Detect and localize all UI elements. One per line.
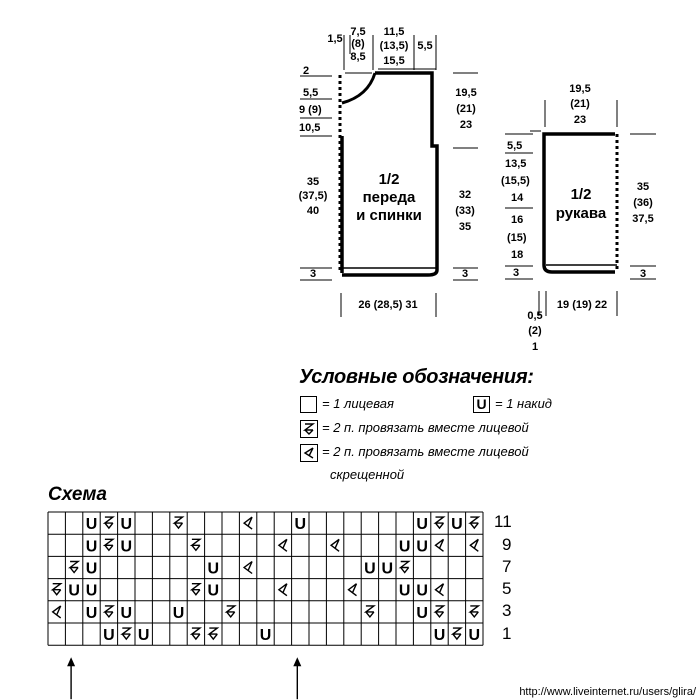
k2tog-tbl-cell bbox=[244, 562, 252, 574]
sleeve-left-g: 18 bbox=[511, 249, 524, 261]
yarn-over-cell: U bbox=[120, 604, 133, 622]
yarn-over-cell: U bbox=[468, 627, 481, 645]
legend-yarn-over-symbol: U bbox=[473, 396, 490, 413]
legend-k2tog-tbl-symbol bbox=[300, 444, 318, 462]
front-dim-d: 5,5 bbox=[417, 40, 433, 52]
k2tog-cell bbox=[192, 584, 200, 595]
k2tog-cell bbox=[192, 628, 200, 639]
front-length-2: (37,5) bbox=[298, 190, 328, 202]
sleeve-left-c: (15,5) bbox=[501, 175, 530, 187]
k2tog-tbl-cell bbox=[470, 539, 478, 551]
legend-knit-symbol bbox=[300, 396, 317, 413]
sleeve-bottom-small-3: 1 bbox=[531, 341, 539, 353]
yarn-over-cell: U bbox=[137, 627, 150, 645]
yarn-over-cell: U bbox=[416, 604, 428, 622]
legend-k2tog-text: = 2 п. провязать вместе лицевой bbox=[322, 420, 529, 435]
yarn-over-cell: U bbox=[416, 538, 428, 556]
row-number-9: 9 bbox=[502, 535, 512, 554]
k2tog-tbl-cell bbox=[331, 539, 339, 551]
yarn-over-cell: U bbox=[120, 538, 133, 556]
front-left-dim-top: 2 bbox=[303, 65, 310, 77]
yarn-over-cell: U bbox=[433, 627, 446, 645]
yarn-over-cell: U bbox=[416, 582, 428, 600]
sleeve-top-2: (21) bbox=[570, 98, 590, 110]
sleeve-top-1: 19,5 bbox=[569, 83, 591, 95]
sleeve-left-a: 5,5 bbox=[507, 140, 523, 152]
k2tog-cell bbox=[209, 628, 217, 639]
k2tog-cell bbox=[470, 606, 478, 617]
yarn-over-cell: U bbox=[85, 516, 98, 534]
sleeve-width: 19 (19) 22 bbox=[556, 299, 608, 311]
sleeve-right-1: 35 bbox=[636, 181, 650, 193]
repeat-arrow-head bbox=[67, 657, 75, 666]
k2tog-cell bbox=[122, 628, 130, 639]
k2tog-cell bbox=[70, 562, 78, 573]
legend-k2tog-tbl-text: = 2 п. провязать вместе лицевой bbox=[322, 444, 529, 459]
yarn-over-cell: U bbox=[85, 582, 98, 600]
yarn-over-cell: U bbox=[68, 582, 80, 600]
k2tog-cell bbox=[470, 517, 478, 528]
legend-continuation: скрещенной bbox=[330, 467, 405, 482]
front-dim-c-2: (13,5) bbox=[379, 40, 409, 52]
yarn-over-cell: U bbox=[451, 516, 463, 534]
yarn-over-cell: U bbox=[259, 627, 272, 645]
front-left-dim-lower: 9 (9) bbox=[299, 104, 322, 116]
front-dim-b-3: 8,5 bbox=[350, 51, 366, 63]
scheme-title: Схема bbox=[48, 484, 108, 505]
yarn-over-cell: U bbox=[103, 627, 115, 645]
k2tog-cell bbox=[105, 539, 113, 550]
legend-title: Условные обозначения: bbox=[299, 366, 534, 388]
front-label-1: 1/2 bbox=[378, 171, 400, 188]
k2tog-tbl-cell bbox=[279, 584, 287, 596]
row-number-7: 7 bbox=[502, 557, 512, 576]
sleeve-bottom-small-1: 0,5 bbox=[527, 310, 543, 322]
yarn-over-cell: U bbox=[85, 604, 98, 622]
k2tog-tbl-cell bbox=[244, 517, 252, 529]
k2tog-cell bbox=[227, 606, 235, 617]
k2tog-cell bbox=[192, 539, 200, 550]
front-right-rib: 3 bbox=[461, 268, 469, 280]
front-dim-c-1: 11,5 bbox=[383, 26, 405, 38]
k2tog-tbl-cell bbox=[279, 539, 287, 551]
yarn-over-cell: U bbox=[172, 604, 185, 622]
legend-knit-text: = 1 лицевая bbox=[322, 396, 394, 411]
k2tog-cell bbox=[105, 517, 113, 528]
yarn-over-cell: U bbox=[85, 560, 98, 578]
yarn-over-cell: U bbox=[416, 516, 428, 534]
yarn-over-cell: U bbox=[398, 538, 411, 556]
k2tog-tbl-cell bbox=[349, 584, 357, 596]
row-number-11: 11 bbox=[494, 512, 512, 531]
k2tog-cell bbox=[53, 584, 61, 595]
front-side-3: 35 bbox=[458, 221, 472, 233]
k2tog-tbl-cell bbox=[436, 539, 444, 551]
sleeve-left-b: 13,5 bbox=[505, 158, 527, 170]
legend-k2tog-symbol bbox=[300, 420, 318, 438]
sleeve-top-3: 23 bbox=[573, 114, 587, 126]
yarn-over-cell: U bbox=[294, 516, 307, 534]
repeat-arrow-head bbox=[293, 657, 301, 666]
front-length-3: 40 bbox=[306, 205, 320, 217]
row-number-3: 3 bbox=[502, 601, 512, 620]
k2tog-tbl-cell bbox=[436, 584, 444, 596]
front-armhole-2: (21) bbox=[456, 103, 476, 115]
k2tog-cell bbox=[401, 562, 409, 573]
front-length-1: 35 bbox=[306, 176, 320, 188]
sleeve-left-e: 16 bbox=[511, 214, 524, 226]
sleeve-bottom-small-2: (2) bbox=[528, 325, 542, 337]
footer-url: http://www.liveinternet.ru/users/glira/ bbox=[519, 686, 696, 698]
scheme-grid-symbols bbox=[53, 516, 480, 644]
front-armhole-3: 23 bbox=[459, 119, 473, 131]
yarn-over-cell: U bbox=[207, 560, 220, 578]
sleeve-label-1: 1/2 bbox=[570, 186, 592, 203]
front-dim-b-1: 7,5 bbox=[350, 26, 366, 38]
front-side-1: 32 bbox=[458, 189, 472, 201]
front-dim-a: 1,5 bbox=[327, 33, 343, 45]
front-width: 26 (28,5) 31 bbox=[358, 299, 418, 311]
yarn-over-cell: U bbox=[85, 538, 98, 556]
front-label-2: переда bbox=[362, 189, 416, 206]
front-dim-b-2: (8) bbox=[351, 38, 365, 50]
k2tog-cell bbox=[366, 606, 374, 617]
k2tog-cell bbox=[436, 517, 444, 528]
front-left-dim-mid: 5,5 bbox=[303, 87, 319, 99]
sleeve-left-d: 14 bbox=[511, 192, 524, 204]
front-left-dim-bottom: 10,5 bbox=[299, 122, 321, 134]
yarn-over-cell: U bbox=[398, 582, 411, 600]
scheme-arrows bbox=[67, 657, 301, 699]
row-number-5: 5 bbox=[502, 579, 512, 598]
sleeve-label-2: рукава bbox=[555, 205, 607, 222]
k2tog-tbl-cell bbox=[53, 606, 61, 618]
front-label-3: и спинки bbox=[356, 207, 422, 224]
sleeve-right-rib: 3 bbox=[639, 268, 647, 280]
front-left-rib: 3 bbox=[309, 268, 317, 280]
yarn-over-cell: U bbox=[120, 516, 133, 534]
front-armhole-1: 19,5 bbox=[455, 87, 477, 99]
yarn-over-cell: U bbox=[364, 560, 376, 578]
sleeve-right-3: 37,5 bbox=[632, 213, 654, 225]
sleeve-right-2: (36) bbox=[633, 197, 653, 209]
sleeve-pattern bbox=[544, 134, 617, 272]
yarn-over-cell: U bbox=[207, 582, 220, 600]
sleeve-left-f: (15) bbox=[507, 232, 527, 244]
legend-yarn-over-text: = 1 накид bbox=[495, 396, 552, 411]
k2tog-cell bbox=[175, 517, 183, 528]
front-dim-c-3: 15,5 bbox=[383, 55, 405, 67]
yarn-over-cell: U bbox=[381, 560, 394, 578]
k2tog-cell bbox=[436, 606, 444, 617]
k2tog-cell bbox=[453, 628, 461, 639]
sleeve-left-rib: 3 bbox=[512, 267, 520, 279]
k2tog-cell bbox=[105, 606, 113, 617]
front-side-2: (33) bbox=[455, 205, 475, 217]
row-number-1: 1 bbox=[502, 624, 512, 643]
